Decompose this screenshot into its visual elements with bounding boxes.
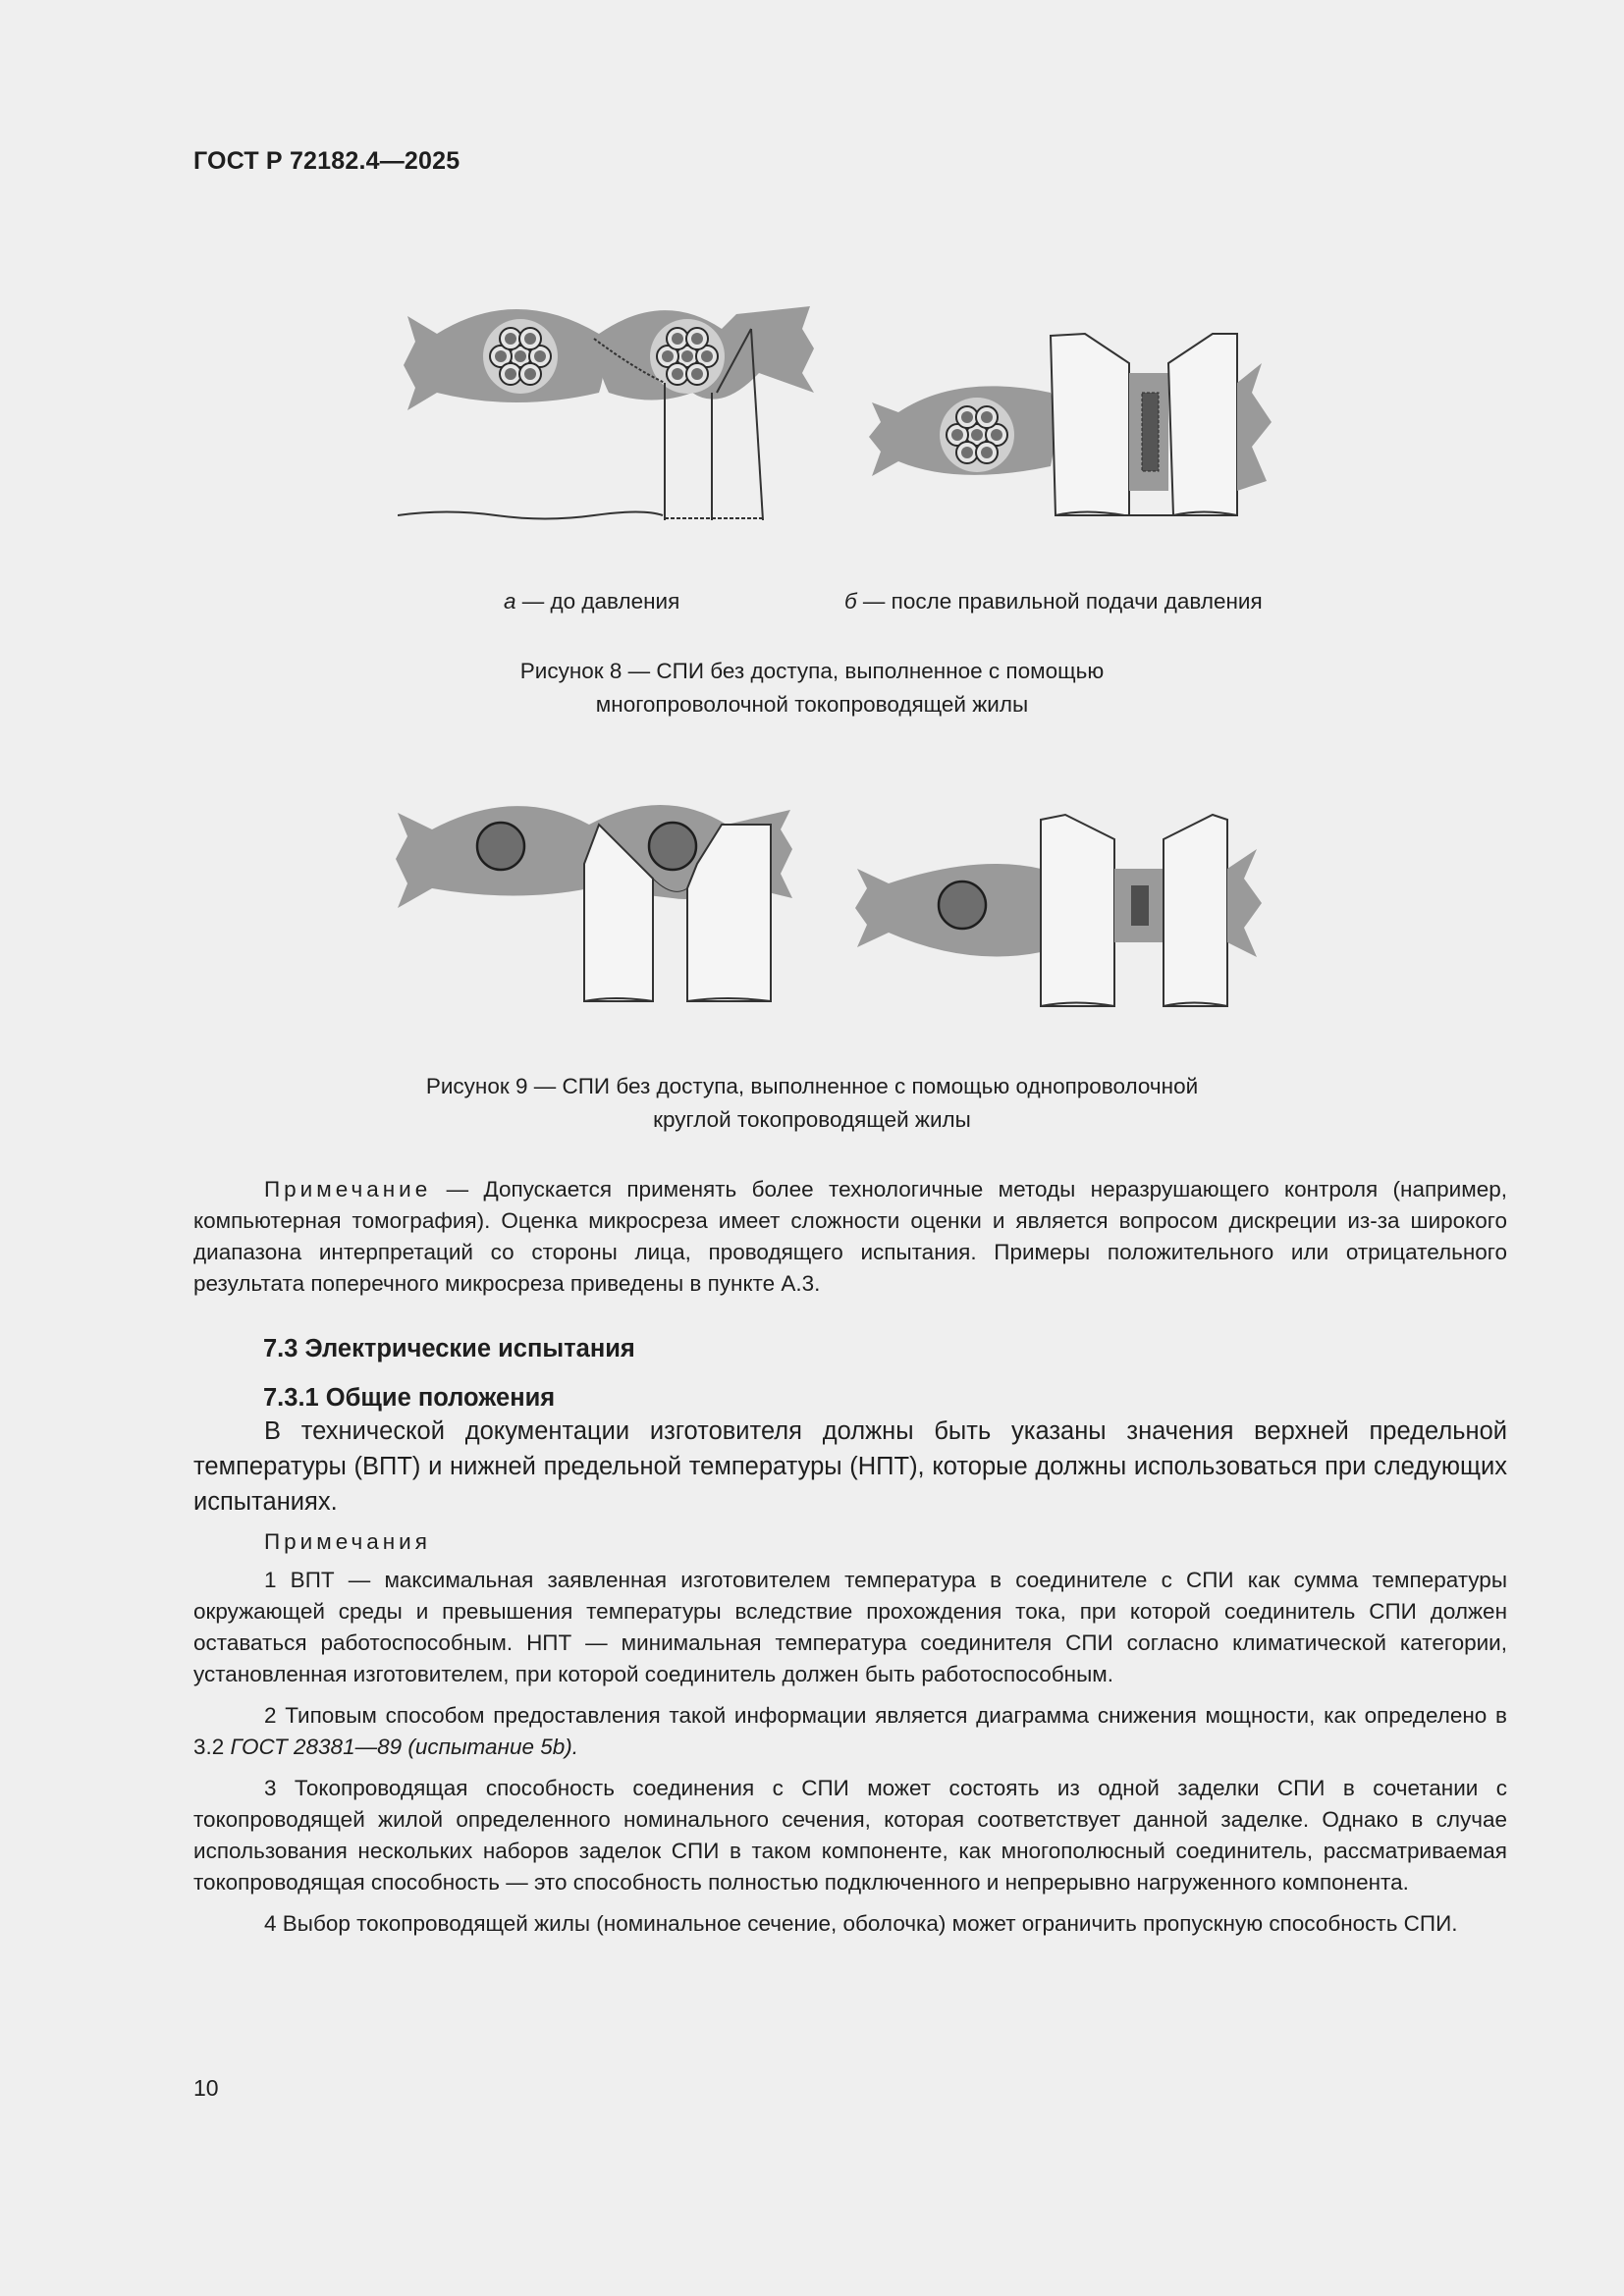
fig8-label-b: б — после правильной подачи давления bbox=[844, 589, 1263, 614]
figure-8-caption: Рисунок 8 — СПИ без доступа, выполненное с помощью многопроволочной токопроводящей жилы bbox=[519, 659, 1105, 717]
fig9b-wire bbox=[855, 864, 1046, 957]
note-1: 1 ВПТ — максимальная заявленная изготовителем температура в соединителе с СПИ как сумма температуры окружающей среды и превышения температуры вследствие прохождения тока, при которой соединитель СПИ должен оставаться работоспособным. НПТ — минимальная температура соединителя СПИ согласно климатической категории, установленная изготовителем, при которой соединитель должен быть работоспособным. bbox=[193, 1568, 1507, 1686]
figure-9-caption: Рисунок 9 — СПИ без доступа, выполненное с помощью однопроволочной круглой токопроводящей жилы bbox=[425, 1074, 1199, 1132]
fig9b-crimp bbox=[1041, 815, 1262, 1006]
fig9a-wire-right bbox=[584, 805, 792, 1001]
fig8b-crimp bbox=[1051, 334, 1272, 515]
fig9a-wire-left bbox=[396, 806, 594, 908]
heading-7-3: 7.3 Электрические испытания bbox=[263, 1335, 635, 1362]
fig8a-wire-left bbox=[404, 309, 604, 410]
note-3: 3 Токопроводящая способность соединения с СПИ может состоять из одной заделки СПИ в сочетании с токопроводящей жилой определенного номинального сечения, которая соответствует данной заделке. Однако в случае использования нескольких наборов заделок СПИ в таком компоненте, как многополюсный соединитель, рассматриваемая токопроводящая способность — это способность полностью подключенного и непрерывно нагруженного компонента. bbox=[193, 1776, 1507, 1895]
note-paragraph: Примечание — Допускается применять более технологичные методы неразрушающего контроля (например, компьютерная томография). Оценка микросреза имеет сложности оценки и является вопросом дискреции из-за широкого диапазона интерпретаций со стороны лица, проводящего испытания. Примеры положительного или отрицательного результата поперечного микросреза приведены в пункте А.3. bbox=[193, 1177, 1507, 1296]
note-4: 4 Выбор токопроводящей жилы (номинальное сечение, оболочка) может ограничить пропускную способность СПИ. bbox=[264, 1911, 1458, 1936]
note-title: Примечание bbox=[264, 1177, 432, 1201]
notes-title: Примечания bbox=[264, 1529, 431, 1554]
figure-9-drawing bbox=[388, 795, 1272, 1016]
document-number: ГОСТ Р 72182.4—2025 bbox=[193, 147, 460, 175]
page-number: 10 bbox=[193, 2075, 219, 2101]
fig8-label-a: а — до давления bbox=[504, 589, 680, 614]
note-2: 2 Типовым способом предоставления такой информации является диаграмма снижения мощности, как определено в 3.2 ГОСТ 28381—89 (испытание 5b). bbox=[193, 1703, 1507, 1759]
section-paragraph: В технической документации изготовителя должны быть указаны значения верхней предельной температуры (ВПТ) и нижней предельной температуры (НПТ), которые должны использоваться при следующих испытаниях. bbox=[193, 1417, 1507, 1516]
fig8b-wire bbox=[869, 386, 1056, 476]
notes-list bbox=[193, 1565, 1507, 1940]
heading-7-3-1: 7.3.1 Общие положения bbox=[263, 1384, 556, 1412]
figure-8-drawing bbox=[398, 294, 1311, 525]
